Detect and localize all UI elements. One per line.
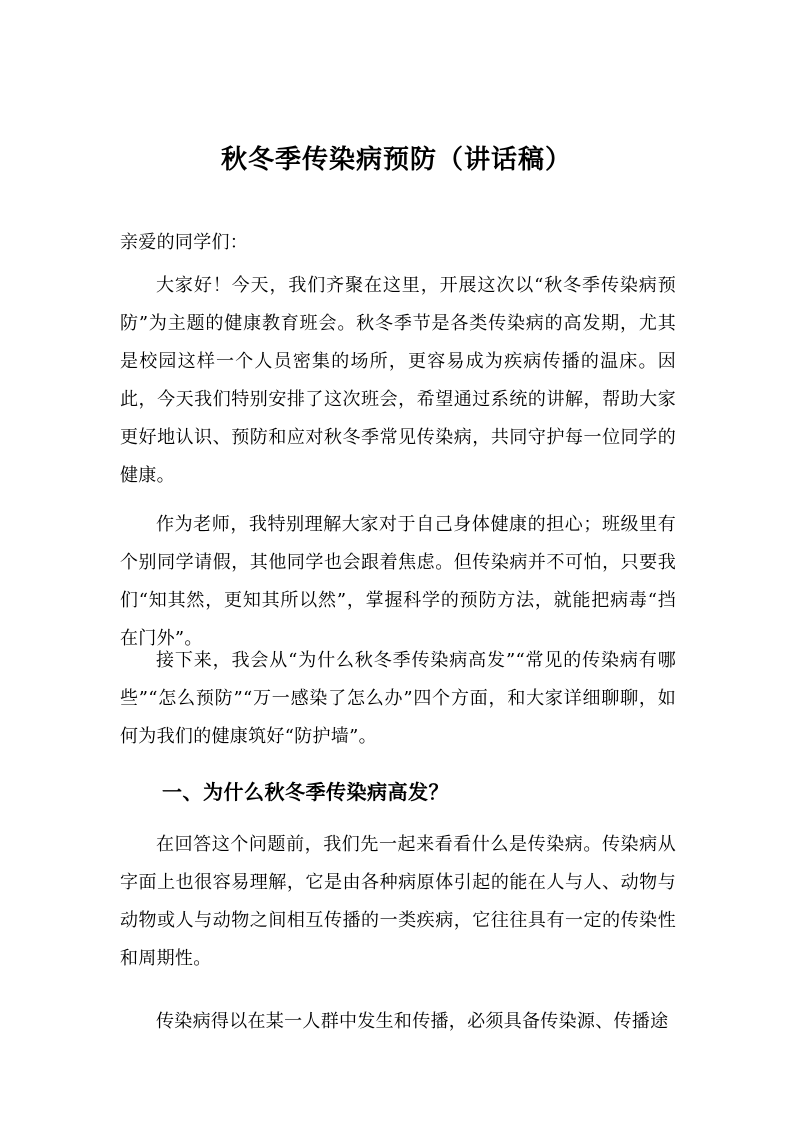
section-heading-1: 一、为什么秋冬季传染病高发？: [162, 780, 449, 804]
paragraph-intro: 大家好！今天，我们齐聚在这里，开展这次以“秋冬季传染病预防”为主题的健康教育班会。秋冬季节是各类传染病的高发期，尤其是校园这样一个人员密集的场所，更容易成为疾病传播的温床。因此，今天我们特别安排了这次班会，希望通过系统的讲解，帮助大家更好地认识、预防和应对秋冬季常见传染病，共同守护每一位同学的健康。: [120, 275, 676, 486]
paragraph-outline: 接下来，我会从“为什么秋冬季传染病高发”“常见的传染病有哪些”“怎么预防”“万一感染了怎么办”四个方面，和大家详细聊聊，如何为我们的健康筑好“防护墙”。: [120, 650, 676, 747]
paragraph-teacher: 作为老师，我特别理解大家对于自己身体健康的担心；班级里有个别同学请假，其他同学也会跟着焦虑。但传染病并不可怕，只要我们“知其然，更知其所以然”，掌握科学的预防方法，就能把病毒“挡在门外”。: [120, 514, 676, 649]
section1-paragraph-definition: 在回答这个问题前，我们先一起来看看什么是传染病。传染病从字面上也很容易理解，它是由各种病原体引起的能在人与人、动物与动物或人与动物之间相互传播的一类疾病，它往往具有一定的传染性和周期性。: [120, 834, 676, 969]
document-title: 秋冬季传染病预防（讲话稿）: [220, 145, 572, 175]
greeting: 亲爱的同学们：: [120, 232, 249, 253]
section1-paragraph-transmission: 传染病得以在某一人群中发生和传播，必须具备传染源、传播途: [156, 1011, 669, 1032]
